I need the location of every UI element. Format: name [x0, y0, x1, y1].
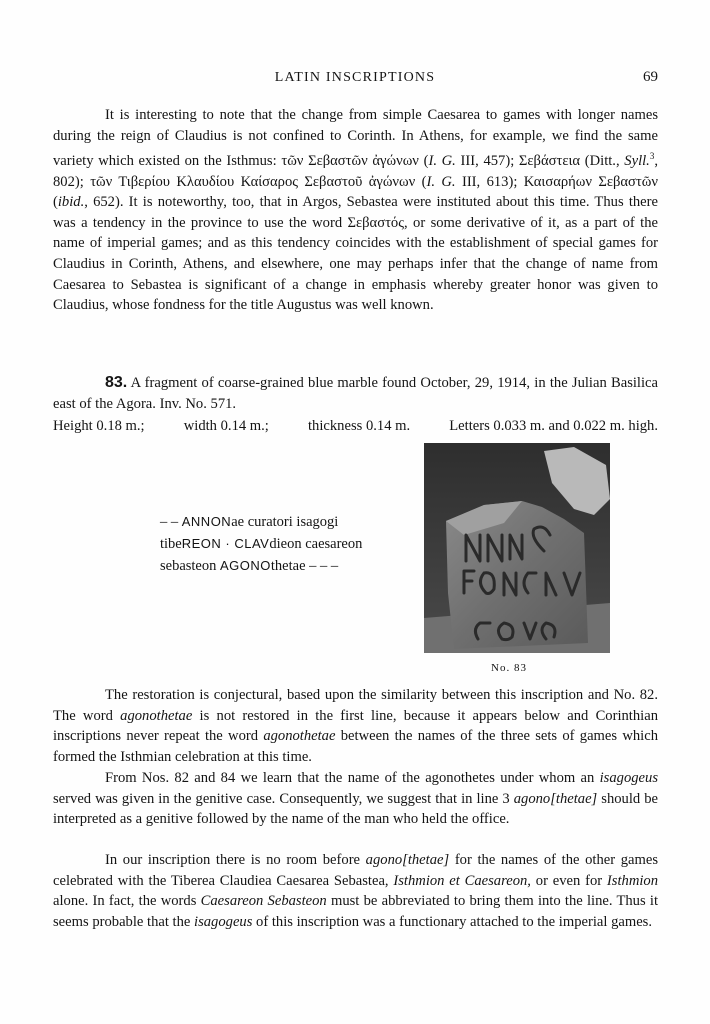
text: III, 457); Σεβάστεια (Ditt., [455, 153, 625, 170]
italic-term: Isthmion [606, 872, 658, 889]
entry-number: 83. [105, 374, 128, 391]
text: AGONO [220, 558, 271, 573]
citation: I. G. [426, 173, 456, 190]
italic-term: agono[thetae] [513, 790, 598, 807]
italic-term: Caesareon Sebasteon [200, 893, 327, 910]
width-value: width 0.14 m.; [183, 418, 269, 434]
entry-description: A fragment of coarse-grained blue marble found October, 29, 1914, in the Julian Basilica east of the Agora. Inv. No. 571. [53, 375, 658, 412]
height-value: Height 0.18 m.; [53, 418, 145, 434]
text: The restoration is conjectural, based upon the similarity between this inscription and No. 82. The word [53, 687, 658, 724]
text: or even for [530, 872, 607, 889]
inscription-line-2 [160, 533, 362, 555]
citation: Syll. [624, 153, 650, 170]
italic-term: isagogeus [194, 913, 253, 930]
header-title: LATIN INSCRIPTIONS [274, 70, 436, 85]
paragraph-1 [53, 105, 658, 316]
paragraph-3 [53, 768, 658, 830]
paragraph-4 [53, 850, 658, 932]
text: sebasteon [160, 558, 220, 574]
italic-term: agono[thetae] [365, 852, 450, 868]
text: From Nos. 82 and 84 we learn that the name of the agonothetes under whom an [105, 770, 600, 786]
inscription-text [160, 511, 362, 577]
text: must be abbreviated to bring them into the line. Thus it seems probable that the [53, 893, 659, 930]
citation: I. G. [428, 153, 456, 170]
citation: ibid. [57, 194, 85, 211]
italic-term: agonothetae [120, 707, 193, 724]
text: between the names of the three sets of games which formed the Isthmian celebration at this time. [53, 728, 658, 765]
italic-term: isagogeus [599, 770, 658, 786]
text: REON · CLAV [181, 536, 270, 551]
fragment-photo [424, 443, 610, 653]
photo-caption: No. 83 [491, 662, 527, 674]
inscription-line-1 [160, 511, 362, 533]
page-number: 69 [643, 69, 658, 85]
fragment-photo-image [424, 443, 610, 653]
paragraph-2 [53, 685, 658, 767]
text: ae curatori isagogi [231, 514, 339, 530]
text: thetae – – – [270, 558, 339, 574]
text: of this inscription was a functionary attached to the imperial games. [252, 913, 652, 930]
italic-term: agonothetae [263, 728, 336, 745]
entry-83 [53, 373, 658, 414]
text: It is interesting to note that the change from simple Caesarea to games with longer names during the reign of Claudius is not confined to Corinth. In Athens, for example, we find the same variety which existed on the Isthmus: τῶν Σεβαστῶν ἀγώνων ( [53, 107, 658, 170]
text: alone. In fact, the words [53, 893, 201, 910]
italic-term: Isthmion et Caesareon, [393, 872, 531, 889]
superscript: 3 [649, 151, 655, 162]
text: should be interpreted as a genitive followed by the name of the man who held the office. [53, 790, 659, 828]
text: – – [160, 514, 182, 530]
text: tibe [160, 536, 182, 552]
thickness-value: thickness 0.14 m. [307, 418, 411, 434]
text: dieon caesareon [269, 536, 363, 552]
text: , 802); τῶν Τιβερίου Κλαυδίου Καίσαρος Σεβαστοῦ ἀγώνων ( [53, 153, 658, 190]
text: served was given in the genitive case. Consequently, we suggest that in line 3 [53, 790, 514, 807]
text: III, 613); Καισαρήων Σεβαστῶν ( [53, 173, 658, 211]
inscription-line-3 [160, 555, 362, 577]
text: for the names of the other games celebrated with the Tiberea Claudiea Caesarea Sebastea, [53, 852, 658, 889]
letters-value: Letters 0.033 m. and 0.022 m. high. [449, 418, 658, 434]
dimensions-line [53, 416, 658, 436]
text: , 652). It is noteworthy, too, that in Argos, Sebastea were instituted about this time. Thus there was a tendency in the province to use the word Σεβαστός, or some derivative of it, as a part of the name of imperial games; and as this tendency coincides with the establishment of special games for Claudius in Corinth, Athens, and elsewhere, one may perhaps infer that the change of name from Caesarea to Sebastea is significant of a change in emphasis whereby greater honor was given to Claudius, whose fondness for the title Augustus was well known. [53, 194, 658, 314]
text: In our inscription there is no room before [105, 852, 366, 868]
text: is not restored in the first line, because it appears below and Corinthian inscriptions never repeat the word [53, 707, 658, 745]
text: ANNON [181, 514, 232, 529]
